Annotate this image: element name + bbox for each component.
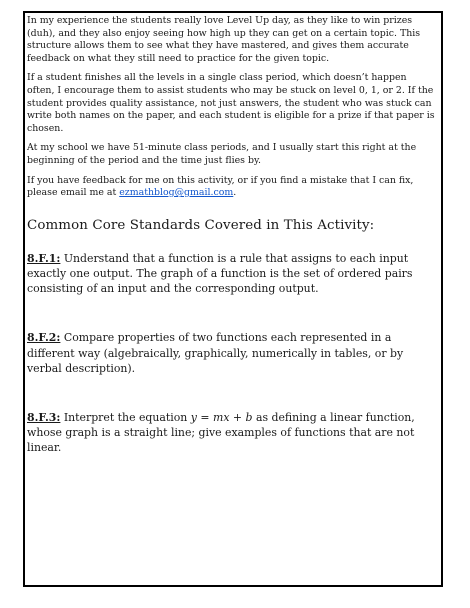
paragraph-finishing-levels: If a student finishes all the levels in a single class period, which doesn’t happen often, I encourage them to assist students who may be stuck on level 0, 1, or 2. If the student provides quality assistance, not just answers, the student who was stuck can write both names on the paper, and each student is eligible for a prize if that paper is chosen.: [27, 72, 435, 134]
feedback-text: If you have feedback for me on this activity, or if you find a mistake that I can fix, please email me at: [27, 174, 414, 199]
email-link[interactable]: ezmathblog@gmail.com: [119, 187, 234, 199]
paragraph-class-periods: At my school we have 51-minute class periods, and I usually start this right at the beginning of the period and the time just flies by.: [27, 142, 417, 166]
standard-8f2: [27, 330, 435, 376]
standard-text-after: as defining a linear function, whose graph is a straight line; give examples of functions that are not linear.: [27, 410, 415, 455]
paragraph-feedback: [27, 175, 435, 200]
linear-equation: y = mx + b: [190, 410, 253, 424]
section-title: Common Core Standards Covered in This Activity:: [27, 217, 375, 233]
standard-8f3: [27, 410, 435, 456]
paragraph-level-up-day: In my experience the students really love Level Up day, as they like to win prizes (duh), and they also enjoy seeing how high up they can get on a certain topic. This structure allows them to see what they have mastered, and gives them accurate feedback on what they still need to practice for the given topic.: [27, 15, 421, 64]
standard-code: 8.F.1:: [27, 251, 61, 265]
standard-code: 8.F.3:: [27, 410, 61, 424]
standard-code: 8.F.2:: [27, 331, 61, 345]
feedback-suffix: .: [233, 187, 237, 199]
document-content: [27, 15, 435, 490]
standard-8f1: [27, 251, 435, 297]
standard-text-before: Interpret the equation: [60, 410, 191, 424]
standard-text: Compare properties of two functions each represented in a different way (algebraically, graphically, numerically in tables, or by verbal description).: [27, 331, 404, 375]
standard-text: Understand that a function is a rule that assigns to each input exactly one output. The graph of a function is the set of ordered pairs consisting of an input and the corresponding output.: [27, 251, 413, 296]
